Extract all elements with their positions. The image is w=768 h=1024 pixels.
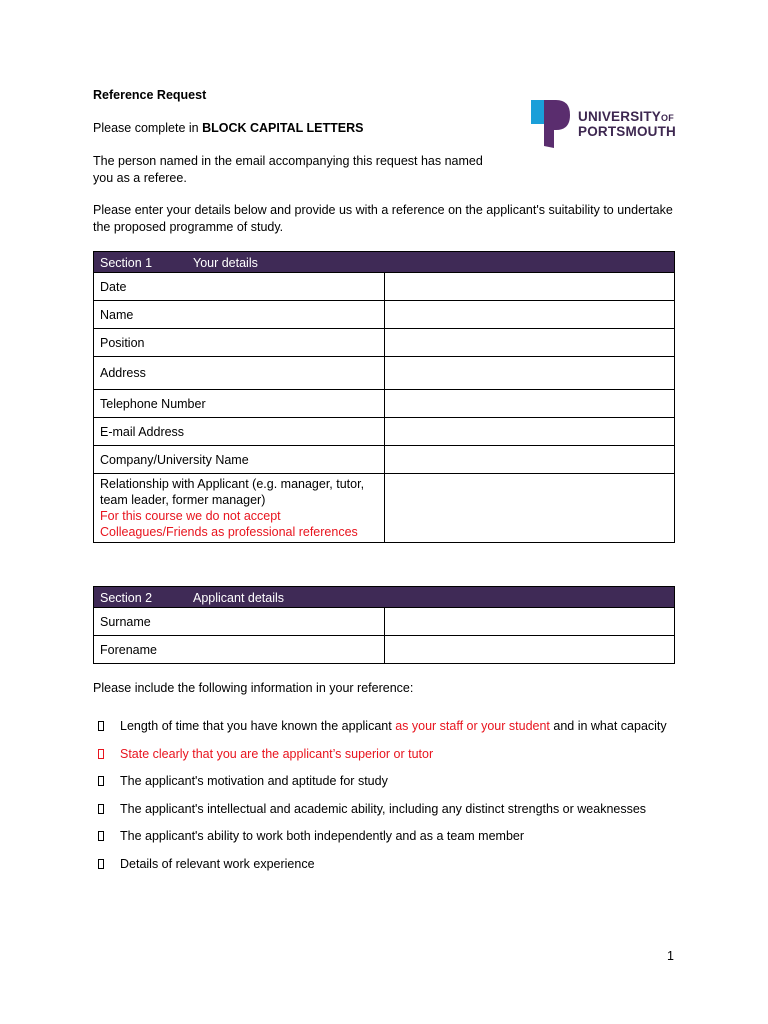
block-capitals-instruction: [93, 121, 363, 135]
section2-label: Section 2: [100, 590, 153, 605]
table-row: [94, 608, 675, 636]
logo-university: UNIVERSITY: [578, 109, 662, 124]
section1-table: [93, 251, 675, 543]
checkbox-icon: [98, 831, 104, 841]
date-label: Date: [94, 273, 385, 301]
section1-title: Your details: [193, 255, 258, 270]
date-field[interactable]: [384, 273, 675, 301]
forename-field[interactable]: [384, 636, 675, 664]
page-title: Reference Request: [93, 88, 207, 102]
name-label: Name: [94, 301, 385, 329]
item1-text-a: Length of time that you have known the applicant: [120, 719, 396, 733]
logo-portsmouth: PORTSMOUTH: [578, 124, 676, 139]
section2-table: [93, 586, 675, 664]
table-row: [94, 390, 675, 418]
section2-header: [94, 587, 675, 608]
university-logo: [530, 96, 690, 156]
position-label: Position: [94, 329, 385, 357]
relationship-label: [94, 474, 385, 543]
name-field[interactable]: [384, 301, 675, 329]
item2-text: State clearly that you are the applicant’s superior or tutor: [120, 746, 434, 761]
table-row: [94, 446, 675, 474]
info-intro: Please include the following information in your reference:: [93, 681, 414, 695]
item6-text: Details of relevant work experience: [120, 856, 315, 871]
list-item: [93, 799, 683, 820]
enter-details-text: Please enter your details below and provide us with a reference on the applicant's suitability to undertake the proposed programme of study.: [93, 203, 673, 234]
item5-text: The applicant's ability to work both independently and as a team member: [120, 829, 525, 843]
info-list: [93, 716, 683, 881]
item1-text-b: and in what capacity: [549, 719, 667, 733]
table-row: [94, 301, 675, 329]
list-item: [93, 826, 683, 847]
block-capitals-bold: BLOCK CAPITAL LETTERS: [202, 121, 364, 135]
block-prefix: Please complete in: [93, 121, 203, 135]
section2-title: Applicant details: [193, 590, 285, 605]
item3-text: The applicant's motivation and aptitude for study: [120, 774, 388, 788]
checkbox-icon: [98, 749, 104, 759]
list-item: [93, 716, 683, 737]
table-row: [94, 636, 675, 664]
company-field[interactable]: [384, 446, 675, 474]
table-row: [94, 273, 675, 301]
position-field[interactable]: [384, 329, 675, 357]
surname-field[interactable]: [384, 608, 675, 636]
logo-wordmark: [578, 110, 676, 139]
table-row: [94, 474, 675, 543]
logo-mark-icon: [530, 96, 574, 152]
section1-label: Section 1: [100, 255, 153, 270]
logo-of: OF: [661, 113, 674, 123]
forename-label: Forename: [94, 636, 385, 664]
relationship-field[interactable]: [384, 474, 675, 543]
table-row: [94, 329, 675, 357]
relationship-text: Relationship with Applicant (e.g. manager, tutor, team leader, former manager): [100, 477, 365, 507]
checkbox-icon: [98, 721, 104, 731]
email-field[interactable]: [384, 418, 675, 446]
telephone-field[interactable]: [384, 390, 675, 418]
table-row: [94, 357, 675, 390]
telephone-label: Telephone Number: [94, 390, 385, 418]
list-item: [93, 854, 683, 875]
item1-text-red: as your staff or your student: [395, 719, 550, 733]
email-label: E-mail Address: [94, 418, 385, 446]
company-label: Company/University Name: [94, 446, 385, 474]
checkbox-icon: [98, 804, 104, 814]
surname-label: Surname: [94, 608, 385, 636]
item4-text: The applicant's intellectual and academic ability, including any distinct strengths or weaknesses: [120, 801, 647, 816]
checkbox-icon: [98, 776, 104, 786]
address-field[interactable]: [384, 357, 675, 390]
list-item: [93, 744, 683, 765]
checkbox-icon: [98, 859, 104, 869]
address-label: Address: [94, 357, 385, 390]
section1-header: [94, 252, 675, 273]
page-number: 1: [667, 949, 674, 963]
relationship-note: For this course we do not accept Colleagues/Friends as professional references: [100, 509, 358, 539]
list-item: [93, 771, 683, 792]
table-row: [94, 418, 675, 446]
referee-named-text: The person named in the email accompanying this request has named you as a referee.: [93, 154, 483, 185]
